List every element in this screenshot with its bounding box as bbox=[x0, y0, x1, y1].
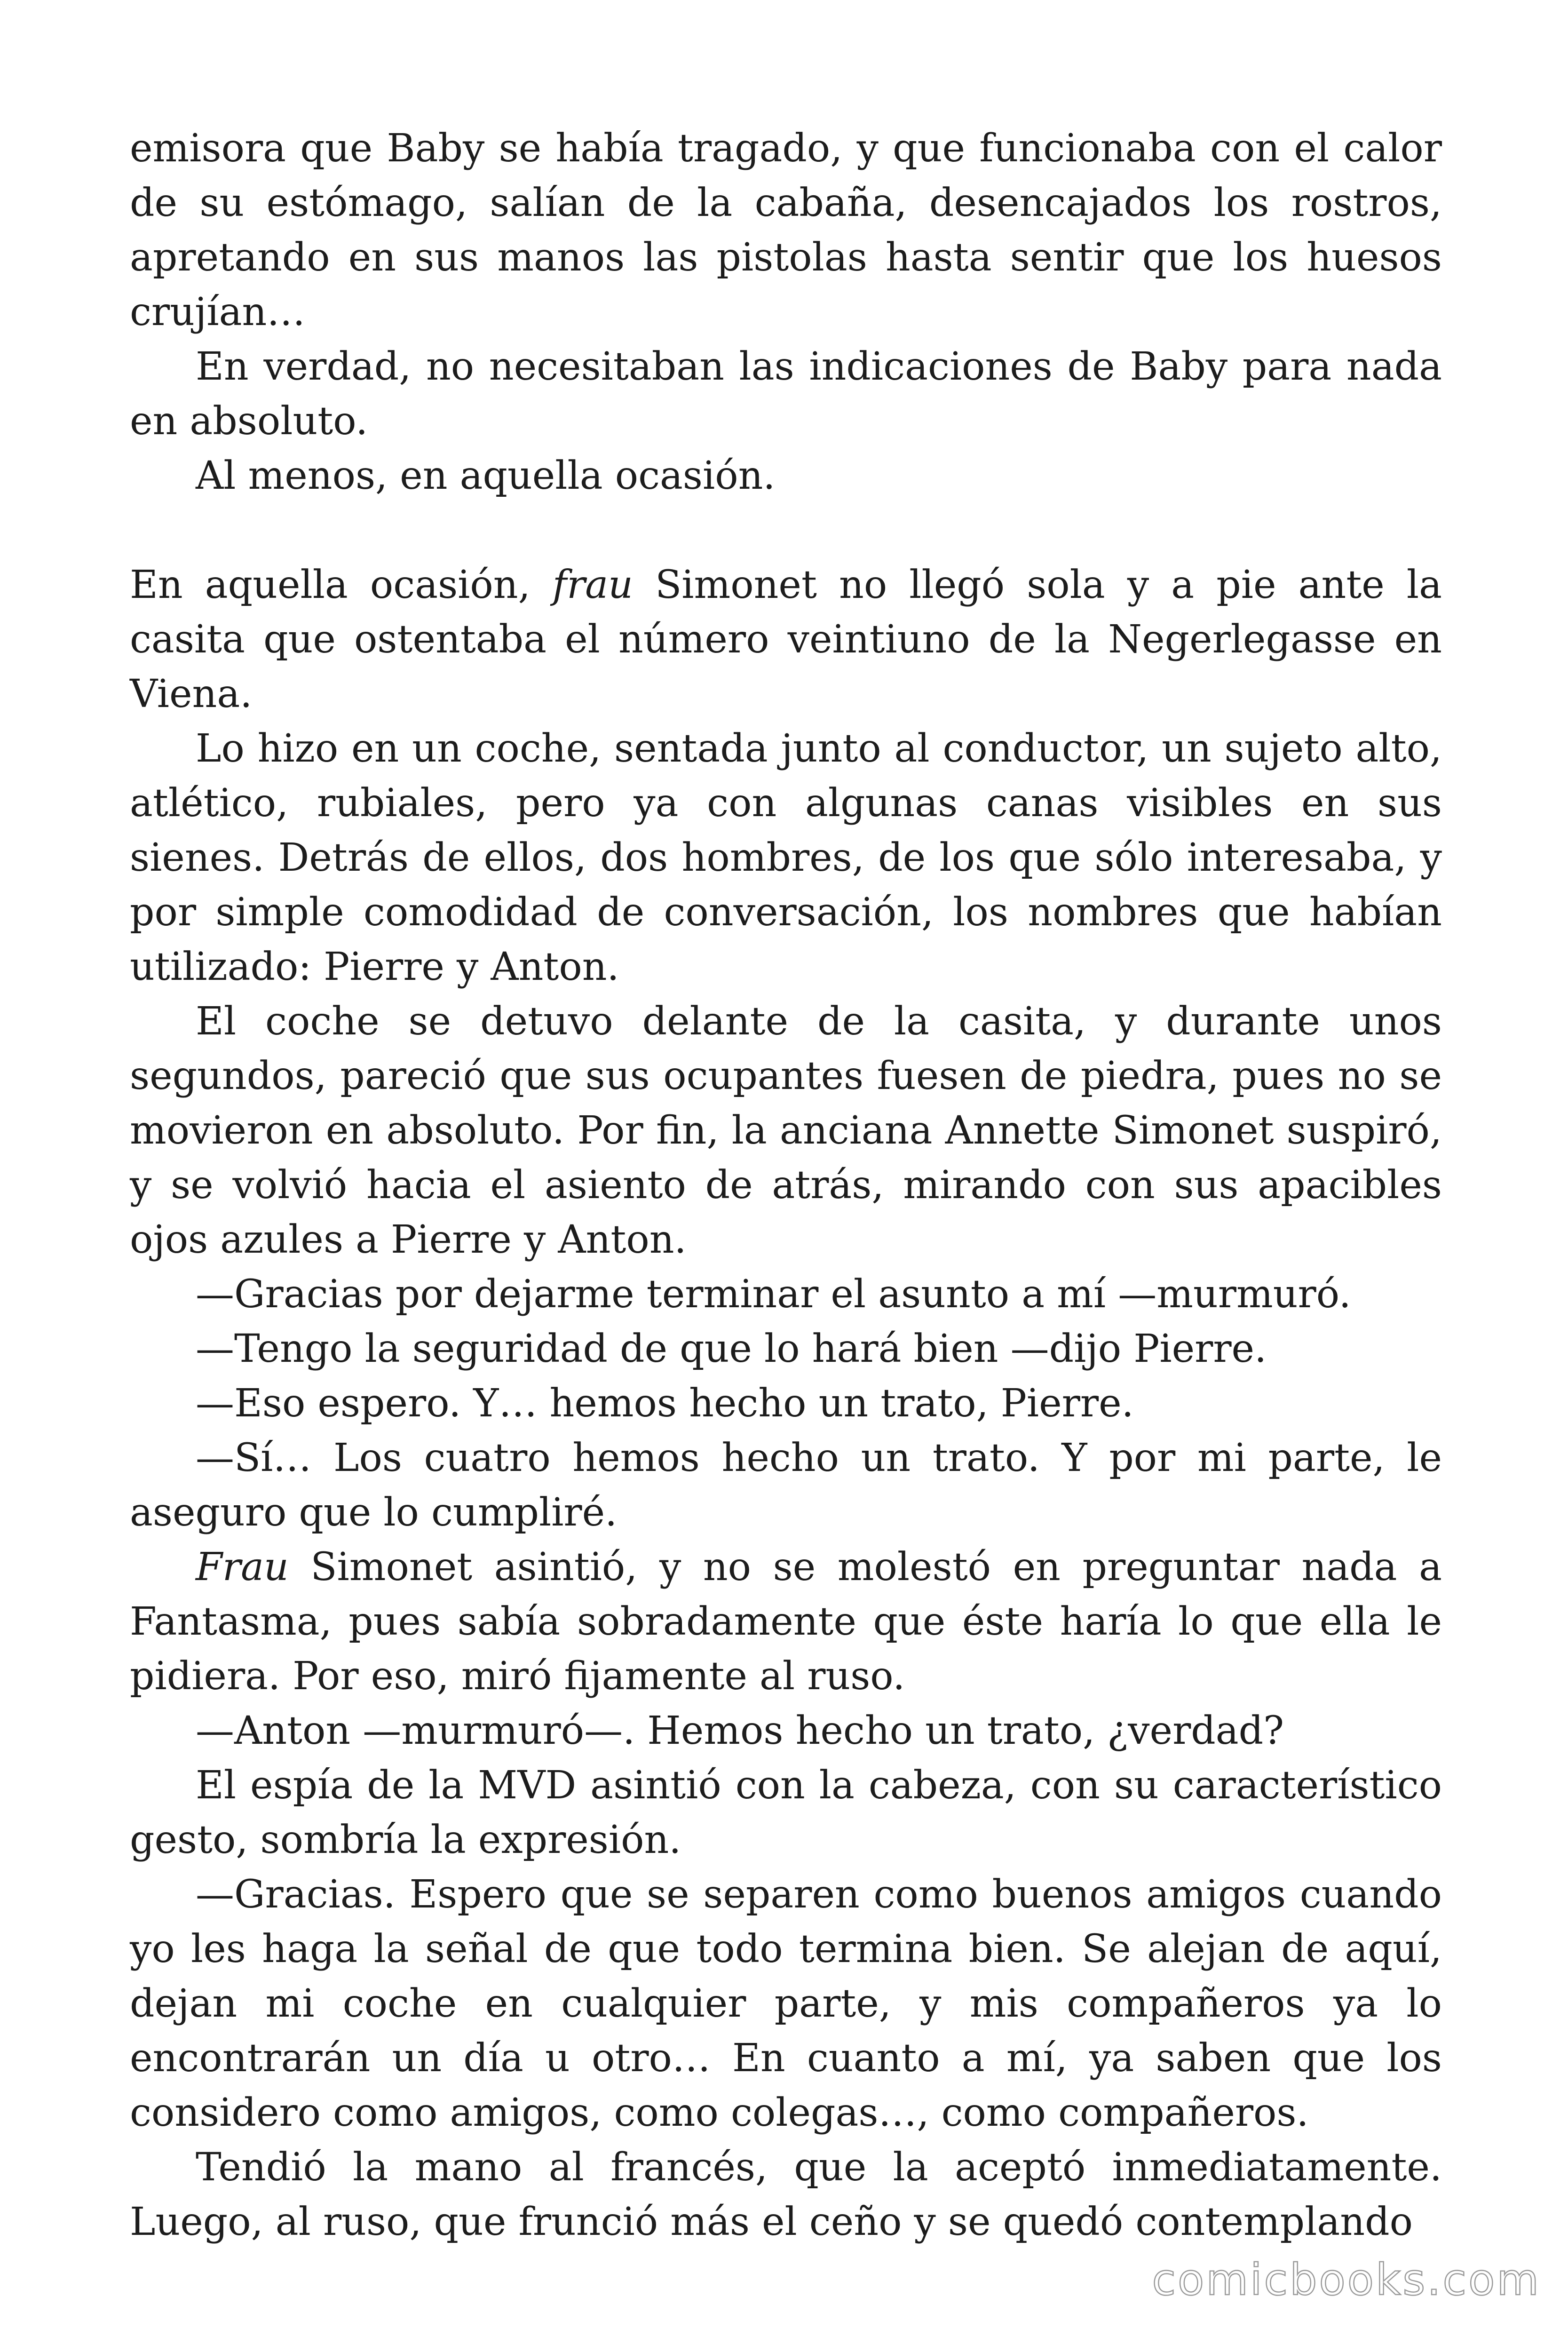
paragraph-text: Simonet asintió, y no se molestó en preguntar nada a Fantasma, pues sabía sobradamente que éste haría lo que ella le pidiera. Por eso, miró fijamente al ruso. bbox=[130, 1545, 1442, 1699]
paragraph-text: emisora que Baby se había tragado, y que funcionaba con el calor de su estómago, salían de la cabaña, desencajados los rostros, apretando en sus manos las pistolas hasta sentir que los huesos crujían… bbox=[130, 126, 1442, 334]
paragraph-text: Al menos, en aquella ocasión. bbox=[196, 453, 776, 498]
paragraph-text: Tendió la mano al francés, que la aceptó inmediatamente. Luego, al ruso, que frunció más el ceño y se quedó contemplando bbox=[130, 2145, 1442, 2244]
watermark-logo: comicbooks.com bbox=[1152, 2255, 1541, 2305]
page-body bbox=[130, 121, 1442, 2249]
paragraph-12 bbox=[130, 1704, 1442, 1758]
paragraph-7 bbox=[130, 1267, 1442, 1322]
paragraph-2 bbox=[130, 340, 1442, 449]
paragraph-8 bbox=[130, 1322, 1442, 1376]
italic-word: Frau bbox=[196, 1545, 289, 1589]
paragraph-text: —Tengo la seguridad de que lo hará bien —dijo Pierre. bbox=[196, 1327, 1267, 1371]
paragraph-text: —Anton —murmuró—. Hemos hecho un trato, ¿verdad? bbox=[196, 1708, 1284, 1753]
paragraph-text: En verdad, no necesitaban las indicaciones de Baby para nada en absoluto. bbox=[130, 344, 1442, 444]
paragraph-text: El coche se detuvo delante de la casita, y durante unos segundos, pareció que sus ocupantes fuesen de piedra, pues no se movieron en absoluto. Por fin, la anciana Annette Simonet suspiró, y se volvió hacia el asiento de atrás, mirando con sus apacibles ojos azules a Pierre y Anton. bbox=[130, 999, 1442, 1262]
paragraph-text: Simonet no llegó sola y a pie ante la casita que ostentaba el número veintiuno de la Negerlegasse en Viena. bbox=[130, 563, 1442, 716]
paragraph-lead: En aquella ocasión, bbox=[130, 563, 553, 607]
paragraph-10 bbox=[130, 1431, 1442, 1540]
paragraph-4 bbox=[130, 558, 1442, 722]
paragraph-14 bbox=[130, 1867, 1442, 2140]
paragraph-text: El espía de la MVD asintió con la cabeza, con su característico gesto, sombría la expresión. bbox=[130, 1763, 1442, 1862]
paragraph-text: Lo hizo en un coche, sentada junto al conductor, un sujeto alto, atlético, rubiales, pero ya con algunas canas visibles en sus sienes. Detrás de ellos, dos hombres, de los que sólo interesaba, y por simple comodidad de conversación, los nombres que habían utilizado: Pierre y Anton. bbox=[130, 726, 1442, 989]
paragraph-text: —Gracias. Espero que se separen como buenos amigos cuando yo les haga la señal de que todo termina bien. Se alejan de aquí, dejan mi coche en cualquier parte, y mis compañeros ya lo encontrarán un día u otro… En cuanto a mí, ya saben que los considero como amigos, como colegas…, como compañeros. bbox=[130, 1872, 1442, 2135]
paragraph-1 bbox=[130, 121, 1442, 340]
paragraph-11 bbox=[130, 1540, 1442, 1704]
paragraph-5 bbox=[130, 722, 1442, 994]
paragraph-15 bbox=[130, 2140, 1442, 2249]
paragraph-3 bbox=[130, 449, 1442, 503]
paragraph-6 bbox=[130, 994, 1442, 1267]
paragraph-13 bbox=[130, 1758, 1442, 1867]
paragraph-text: —Sí… Los cuatro hemos hecho un trato. Y por mi parte, le aseguro que lo cumpliré. bbox=[130, 1436, 1442, 1535]
italic-word: frau bbox=[552, 563, 633, 607]
paragraph-text: —Eso espero. Y… hemos hecho un trato, Pierre. bbox=[196, 1381, 1134, 1426]
paragraph-9 bbox=[130, 1376, 1442, 1431]
paragraph-text: —Gracias por dejarme terminar el asunto a mí —murmuró. bbox=[196, 1272, 1351, 1317]
